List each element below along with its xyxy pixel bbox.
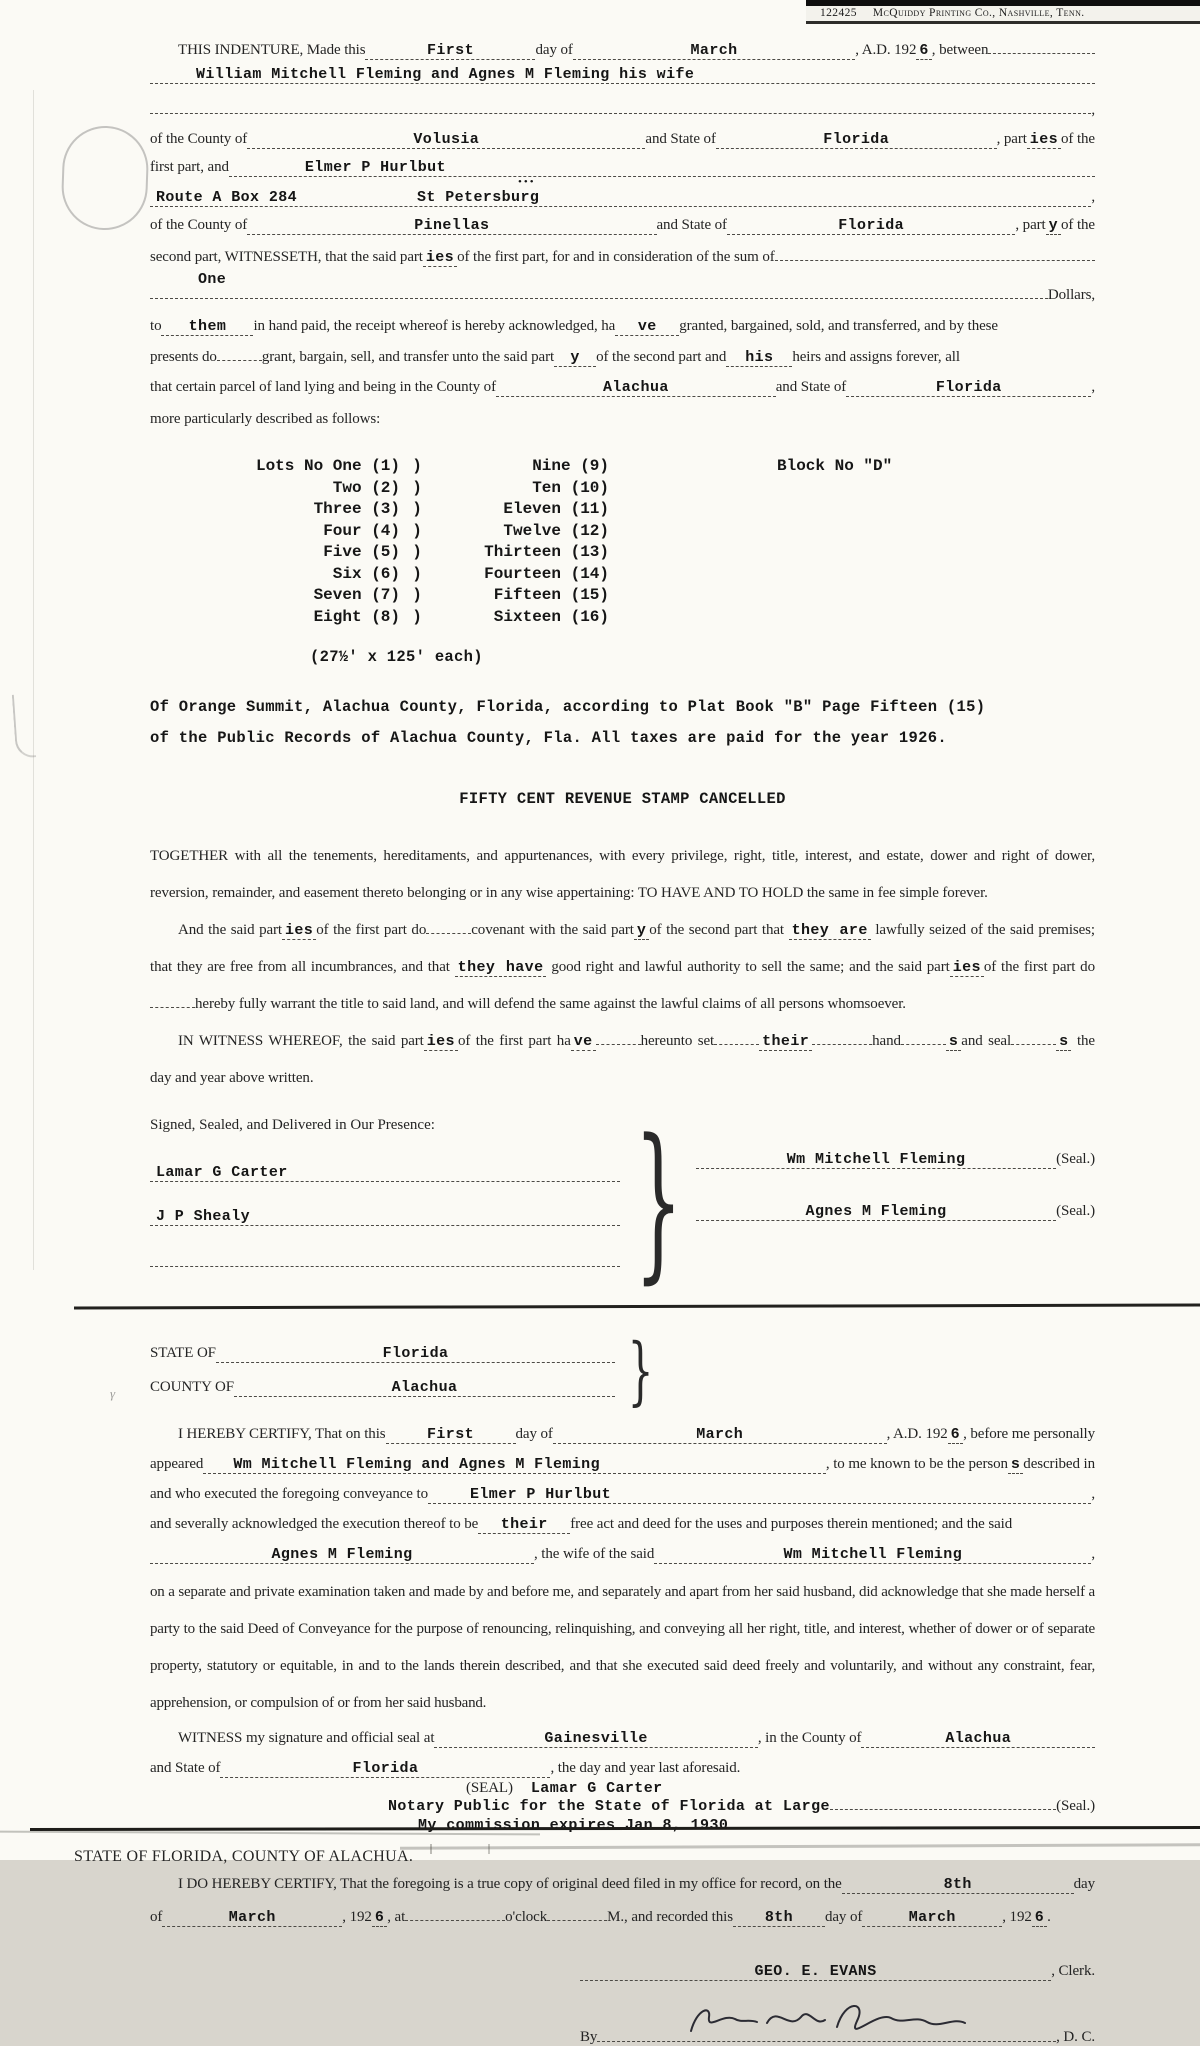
typed-party2: y — [1046, 217, 1061, 235]
day-of-label: day of — [535, 42, 573, 58]
typed-their: their — [759, 1033, 812, 1051]
county1-blank — [247, 131, 645, 149]
typed-correction-dots: ••• — [518, 176, 536, 188]
lot-paren: ) — [412, 457, 422, 475]
plat-description-1: Of Orange Summit, Alachua County, Florida, according to Plat Book "B" Page Fifteen (15) — [150, 698, 986, 716]
notary-seal-name-line — [388, 1780, 1095, 1797]
typed-ack-day: First — [426, 1426, 474, 1443]
lot-name: Five (5) — [323, 543, 400, 561]
lots-row — [200, 499, 1095, 521]
clerk-name-blank — [580, 1963, 1051, 1981]
covenant-text: lawfully seized of the said premises; that they are free from all incumbrances, and that — [150, 922, 1095, 975]
county-blank — [234, 1379, 615, 1397]
typed-county1: Volusia — [413, 131, 480, 148]
to-label: to — [150, 318, 162, 334]
county-of-label: COUNTY OF — [150, 1379, 234, 1395]
lot-name: Eleven (11) — [503, 500, 609, 518]
grantor-signature-column — [696, 1117, 1095, 1221]
typed-ack-state2: Florida — [352, 1760, 419, 1777]
typed-county3: Alachua — [602, 379, 669, 396]
witness-text: hereunto set — [640, 1033, 715, 1049]
typed-wife: Agnes M Fleming — [271, 1546, 413, 1563]
witness-blank — [596, 1032, 641, 1045]
printer-company: McQuiddy Printing Co., Nashville, Tenn. — [872, 7, 1085, 19]
county3-blank — [496, 379, 776, 397]
typed-sum: One — [198, 271, 227, 288]
lots-row — [200, 478, 1095, 500]
signer1-blank — [696, 1151, 1056, 1169]
lot-name: Twelve (12) — [503, 521, 609, 540]
y2-blank — [554, 349, 596, 367]
parcel-line — [150, 379, 1095, 397]
and-state3-label: and State of — [775, 379, 847, 395]
y192b-label: , 192 — [1002, 1909, 1032, 1925]
lots-row — [200, 542, 1095, 564]
address-blank — [150, 189, 1091, 207]
deputy-line — [580, 1997, 1095, 2046]
typed-person-s: s — [1008, 1456, 1023, 1474]
plat-description-2: of the Public Records of Alachua County, Fla. All taxes are paid for the year 1926. — [150, 729, 947, 747]
first-part-and-label: first part, and — [150, 159, 229, 175]
wife-line — [150, 1546, 1095, 1564]
lot-paren: ) — [412, 500, 422, 518]
lot-name: Fourteen (14) — [484, 564, 609, 583]
typed-persons: Wm Mitchell Fleming and Agnes M Fleming — [233, 1456, 600, 1473]
sum-typed-row — [198, 271, 1095, 287]
lot-name: Seven (7) — [313, 586, 400, 604]
ve-blank — [615, 318, 679, 336]
typed-his: his — [745, 349, 774, 366]
typed-witnesseth-ies: ies — [423, 249, 457, 267]
grant-transfer-label: grant, bargain, sell, and transfer unto the said part — [261, 349, 555, 365]
typed-ies: ies — [950, 959, 984, 977]
his-blank — [726, 349, 792, 367]
typed-address2: St Petersburg — [417, 189, 540, 206]
covenant-text: good right and lawful authority to sell the same; and the said part — [551, 959, 950, 975]
typed-y2: y — [570, 349, 580, 366]
typed-address1: Route A Box 284 — [156, 189, 298, 206]
in-county-label: , in the County of — [757, 1730, 862, 1746]
lot-name: Six (6) — [332, 564, 400, 583]
ack-and-state-label: and State of — [150, 1760, 221, 1776]
county2-blank — [247, 217, 656, 235]
ack-grantee-blank — [428, 1486, 1091, 1504]
place-blank — [434, 1730, 757, 1748]
printer-number: 122425 — [820, 7, 857, 19]
typed-ack-year: 6 — [948, 1426, 963, 1444]
covenant-text: And the said part — [178, 922, 282, 938]
second-part-and-label: of the second part and — [596, 349, 727, 365]
do-hereby-certify-label: I DO HEREBY CERTIFY, That the foregoing is a true copy of original deed filed in my office for record, on the — [178, 1876, 842, 1892]
aforesaid-label: , the day and year last aforesaid. — [550, 1760, 741, 1776]
printer-mark — [806, 0, 1200, 24]
typed-county: Alachua — [391, 1379, 458, 1396]
of-county2-label: of the County of — [150, 217, 248, 233]
record-month2-blank — [862, 1909, 1002, 1927]
grantee-line — [150, 159, 1095, 177]
witness3-blank — [150, 1266, 620, 1267]
covenant-text: covenant with the said part — [471, 922, 634, 938]
lots-row — [200, 521, 1095, 543]
typed-ies: ies — [282, 922, 316, 940]
their-blank — [478, 1516, 570, 1534]
state2-blank — [727, 217, 1015, 235]
typed-year: 6 — [916, 42, 931, 60]
typed-day: First — [426, 42, 474, 59]
state-blank — [216, 1345, 615, 1363]
dollars-blank — [150, 298, 1048, 299]
persons-blank — [203, 1456, 826, 1474]
state3-blank — [846, 379, 1091, 397]
comma-label: , — [1091, 102, 1095, 118]
between-blank — [988, 53, 1095, 54]
ack-state2-blank — [220, 1760, 550, 1778]
address-comma-label: , — [1091, 189, 1095, 205]
state-county-lines — [150, 1345, 615, 1397]
typed-ack-month: March — [696, 1426, 744, 1443]
typed-record-year2: 6 — [1032, 1909, 1047, 1927]
typed-state2: Florida — [838, 217, 905, 234]
typed-record-month2: March — [908, 1909, 956, 1926]
ack-ad-label: , A.D. 192 — [886, 1426, 948, 1442]
granted-label: granted, bargained, sold, and transferred, and by these — [679, 318, 998, 334]
severally-line — [150, 1516, 1095, 1534]
county-line — [150, 1379, 615, 1397]
curly-brace-glyph: } — [633, 1103, 683, 1299]
record-day-of-label: day of — [824, 1909, 863, 1925]
witness-text: IN WITNESS WHEREOF, the said part — [178, 1033, 424, 1049]
witness-blank — [1011, 1032, 1056, 1045]
parcel-label: that certain parcel of land lying and being in the County of — [150, 379, 496, 395]
at-label: , at — [387, 1909, 406, 1925]
part-label: , part — [996, 131, 1027, 147]
lot-name: Two (2) — [332, 478, 400, 497]
described-line — [150, 411, 1095, 428]
part2-label: , part — [1015, 217, 1046, 233]
recording-certify-line — [150, 1876, 1095, 1894]
covenant-blank — [150, 995, 195, 1008]
record-month-blank — [162, 1909, 342, 1927]
known-label: , to me known to be the person — [825, 1456, 1008, 1472]
typed-record-month: March — [228, 1909, 276, 1926]
hereby-certify-label: I HEREBY CERTIFY, That on this — [178, 1426, 386, 1442]
lot-name: Ten (10) — [532, 478, 609, 497]
section-divider-rule — [74, 1304, 1200, 1310]
wife-of-label: , the wife of the said — [533, 1546, 655, 1562]
pencil-curl-mark — [12, 693, 36, 758]
typed-grantors: William Mitchell Fleming and Agnes M Fleming his wife — [196, 66, 695, 83]
deed-body — [74, 42, 1095, 2046]
lots-row — [200, 456, 1095, 478]
witness2-blank — [150, 1208, 620, 1226]
notary-title-line — [388, 1798, 1095, 1815]
county1-line — [150, 131, 1095, 149]
heirs-label: heirs and assigns forever, all — [792, 349, 960, 365]
typed-record-day: 8th — [943, 1876, 972, 1893]
of-the-label: of the — [1061, 131, 1095, 147]
presence-label: Signed, Sealed, and Delivered in Our Presence: — [150, 1117, 435, 1133]
witness-blank — [812, 1032, 872, 1045]
address-line — [150, 176, 1095, 207]
block-label: Block No "D" — [777, 457, 893, 475]
typed-state: Florida — [382, 1345, 449, 1362]
typed-record-day2: 8th — [764, 1909, 794, 1926]
typed-witness2-signature: J P Shealy — [156, 1208, 251, 1225]
state-county-block — [150, 1328, 1095, 1414]
appeared-label: appeared — [150, 1456, 204, 1472]
ack-county2-blank — [861, 1730, 1095, 1748]
and-state-label: and State of — [645, 131, 716, 147]
witnesseth-b-label: of the first part, for and in consideration of the sum of — [457, 249, 775, 265]
pencil-stray-mark: γ — [110, 1386, 116, 1401]
typed-state1: Florida — [823, 131, 890, 148]
typed-ies: ies — [424, 1033, 458, 1051]
ack-day-of-label: day of — [515, 1426, 553, 1442]
lot-name: Fifteen (15) — [493, 586, 609, 604]
ack-day-blank — [386, 1426, 516, 1444]
witness-seal-line — [150, 1730, 1095, 1748]
free-act-label: free act and deed for the uses and purposes therein mentioned; and the said — [570, 1516, 1013, 1532]
typed-they-are: they are — [789, 922, 871, 940]
lots-row — [200, 585, 1095, 607]
executed-label: and who executed the foregoing conveyance to — [150, 1486, 428, 1502]
lot-name: Lots No One (1) — [255, 457, 400, 475]
notary-signature-block — [388, 1780, 1095, 1834]
commission-line — [418, 1817, 1095, 1834]
recording-heading: STATE OF FLORIDA, COUNTY OF ALACHUA. — [74, 1848, 414, 1865]
wife-blank — [150, 1546, 534, 1564]
y192a-label: , 192 — [342, 1909, 372, 1925]
lot-paren: ) — [412, 564, 422, 583]
typed-parties1: ies — [1027, 131, 1061, 149]
seal-label: (Seal.) — [1056, 1203, 1095, 1219]
in-witness-paragraph — [150, 1023, 1095, 1097]
between-label: , between — [931, 42, 989, 58]
day-label: day — [1073, 1876, 1095, 1892]
signer2-blank — [696, 1203, 1056, 1221]
witness-text: hand — [872, 1033, 901, 1049]
ack-month-blank — [553, 1426, 887, 1444]
described-label: more particularly described as follows: — [150, 411, 381, 427]
dollars-line — [150, 287, 1095, 304]
clerk-line — [580, 1963, 1095, 1981]
covenant-paragraph — [150, 912, 1095, 1023]
witness1-blank — [150, 1164, 620, 1182]
grantors-line — [150, 66, 1095, 84]
dollars-label: Dollars, — [1047, 287, 1095, 303]
witness-text: of the first part ha — [457, 1033, 571, 1049]
witness-blank — [714, 1032, 759, 1045]
continuation-line — [150, 102, 1095, 119]
of-the2-label: of the — [1061, 217, 1095, 233]
covenant-text: of the first part do — [983, 959, 1095, 975]
typed-ve: ve — [571, 1033, 596, 1051]
grantor-sig-line — [696, 1203, 1095, 1221]
witnesseth-line — [150, 249, 1095, 267]
record-day-blank — [842, 1876, 1074, 1894]
typed-ack-their: their — [500, 1516, 548, 1533]
oclock-label: o'clock — [505, 1909, 548, 1925]
lot-name: Four (4) — [323, 521, 400, 540]
notary-title-blank — [830, 1809, 1056, 1810]
made-this-label: THIS INDENTURE, Made this — [178, 42, 366, 58]
grantee-blank — [229, 159, 1095, 177]
husband-blank — [654, 1546, 1091, 1564]
state-of-label: STATE OF — [150, 1345, 216, 1361]
period-label: . — [1047, 1909, 1051, 1925]
presents-do-label: presents do — [150, 349, 217, 365]
meridiem-blank — [547, 1908, 607, 1921]
deputy-signature-handwriting — [677, 1997, 977, 2041]
examination-paragraph: on a separate and private examination taken and made by and before me, and separately and apart from her said husband, did acknowledge that she made herself a party to the said Deed of Conveyance for the purpose of renouncing, relinquishing, and conveying all her right, title, and interest, whether of dower or of separate property, statutory or equitable, in and to the lands therein described, and that she executed said deed freely and voluntarily, and without any constraint, fear, apprehension, or compulsion of or from her said husband. — [150, 1584, 1095, 1711]
witness-text: the day and year above written. — [150, 1033, 1095, 1086]
of-county-label: of the County of — [150, 131, 248, 147]
before-me-label: , before me personally — [963, 1426, 1095, 1442]
severally-label: and severally acknowledged the execution thereof to be — [150, 1516, 479, 1532]
typed-ack-county2: Alachua — [945, 1730, 1012, 1747]
lot-name: Three (3) — [313, 500, 400, 518]
typed-ve: ve — [637, 318, 657, 335]
typed-them: them — [188, 318, 227, 335]
state1-blank — [716, 131, 997, 149]
and-state-line — [150, 1760, 1095, 1778]
witness-seal-label: WITNESS my signature and official seal at — [178, 1730, 435, 1746]
indenture-opening-line — [178, 42, 1095, 60]
appeared-line — [150, 1456, 1095, 1474]
state-line — [150, 1345, 615, 1363]
deputy-signature-blank — [597, 1997, 1056, 2042]
typed-record-year1: 6 — [372, 1909, 387, 1927]
sum-trailing-blank — [775, 260, 1095, 261]
clerk-label: , Clerk. — [1051, 1963, 1095, 1979]
covenant-text: hereby fully warrant the title to said land, and will defend the same against the lawful claims of all persons whomsoever. — [195, 996, 906, 1012]
wife-comma-label: , — [1091, 1546, 1095, 1562]
signature-section — [150, 1103, 1095, 1299]
hand-paid-line — [150, 318, 1095, 336]
typed-s: s — [1056, 1033, 1071, 1051]
seal-label: (Seal.) — [1056, 1151, 1095, 1167]
state-county-brace-glyph: } — [627, 1328, 654, 1414]
lots-row — [200, 564, 1095, 586]
and-state2-label: and State of — [656, 217, 727, 233]
deputy-clerk-label: , D. C. — [1056, 2029, 1095, 2045]
pencil-oval-mark — [60, 125, 150, 232]
day-blank — [365, 42, 535, 60]
lot-name: Thirteen (13) — [484, 543, 609, 561]
lots-row — [200, 607, 1095, 629]
presents-line — [150, 348, 1095, 367]
lot-paren: ) — [412, 607, 422, 626]
lot-paren: ) — [412, 586, 422, 604]
witnesseth-a-label: second part, WITNESSETH, that the said part — [150, 249, 423, 265]
typed-place: Gainesville — [544, 1730, 648, 1747]
covenant-text: of the first part do — [316, 922, 427, 938]
typed-husband: Wm Mitchell Fleming — [783, 1546, 963, 1563]
typed-ack-grantee: Elmer P Hurlbut — [470, 1486, 612, 1503]
typed-notary-name: Lamar G Carter — [530, 1780, 663, 1797]
hand-paid-label: in hand paid, the receipt whereof is hereby acknowledged, ha — [253, 318, 616, 334]
record-day2-blank — [733, 1909, 825, 1927]
oclock-blank — [405, 1908, 505, 1921]
of-label: of — [150, 1909, 163, 1925]
executed-comma-label: , — [1091, 1486, 1095, 1502]
lot-name: Sixteen (16) — [493, 607, 609, 626]
typed-address — [156, 189, 539, 206]
typed-y: y — [634, 922, 649, 940]
signature-brace-column — [620, 1103, 696, 1299]
typed-clerk-name: GEO. E. EVANS — [754, 1963, 877, 1980]
lot-name: Nine (9) — [532, 457, 609, 475]
notary-certify-line — [150, 1426, 1095, 1444]
lots-table — [200, 456, 1095, 628]
lot-paren: ) — [412, 521, 422, 540]
typed-signer1-signature: Wm Mitchell Fleming — [786, 1151, 966, 1168]
together-paragraph: TOGETHER with all the tenements, hereditaments, and appurtenances, with every privilege, right, title, interest, and estate, dower and right of dower, reversion, remainder, and easement thereto belonging or in any wise appertaining: TO HAVE AND TO HOLD the same in fee simple forever. — [150, 848, 1095, 901]
typed-signer2-signature: Agnes M Fleming — [805, 1203, 947, 1220]
witness-sig-line-empty — [150, 1266, 620, 1267]
typed-state3: Florida — [935, 379, 1002, 396]
notary-seal-label: (Seal.) — [1056, 1798, 1095, 1814]
described-in-label: described in — [1023, 1456, 1095, 1472]
lot-size-note: (27½' x 125' each) — [310, 648, 483, 666]
county2-line — [150, 217, 1095, 235]
revenue-stamp-heading: FIFTY CENT REVENUE STAMP CANCELLED — [459, 790, 786, 808]
typed-witness1-signature: Lamar G Carter — [156, 1164, 288, 1181]
parcel-comma-label: , — [1091, 379, 1095, 395]
covenant-text: of the second part that — [649, 922, 784, 938]
typed-s: s — [946, 1033, 961, 1051]
recording-date-line — [150, 1908, 1095, 1927]
witness-sig-line — [150, 1164, 620, 1182]
grantors-blank — [150, 66, 1095, 84]
typed-month: March — [690, 42, 738, 59]
scan-edge-line — [33, 90, 34, 1270]
lot-name: Eight (8) — [313, 607, 400, 626]
witness-sig-line — [150, 1208, 620, 1226]
typed-grantee: Elmer P Hurlbut — [304, 159, 446, 176]
typed-they-have: they have — [455, 959, 547, 977]
seal-mark-label: (SEAL) — [466, 1780, 513, 1796]
typed-commission-expiry: My commission expires Jan 8, 1930 — [418, 1817, 729, 1834]
them-blank — [161, 318, 253, 336]
typed-county2: Pinellas — [414, 217, 490, 234]
witness-text: and seal — [961, 1033, 1012, 1049]
witness-signature-column — [150, 1117, 620, 1267]
continuation-blank — [150, 113, 1091, 114]
covenant-blank — [426, 921, 471, 934]
typed-notary-title: Notary Public for the State of Florida at Large — [388, 1798, 830, 1815]
presents-blank — [217, 348, 262, 361]
lot-paren: ) — [412, 478, 422, 497]
recorded-this-label: M., and recorded this — [607, 1909, 733, 1925]
ad-label: , A.D. 192 — [855, 42, 917, 58]
month-blank — [573, 42, 855, 60]
grantor-sig-line — [696, 1151, 1095, 1169]
by-label: By — [580, 2029, 598, 2045]
executed-line — [150, 1486, 1095, 1504]
witness-blank — [901, 1032, 946, 1045]
lot-paren: ) — [412, 543, 422, 561]
